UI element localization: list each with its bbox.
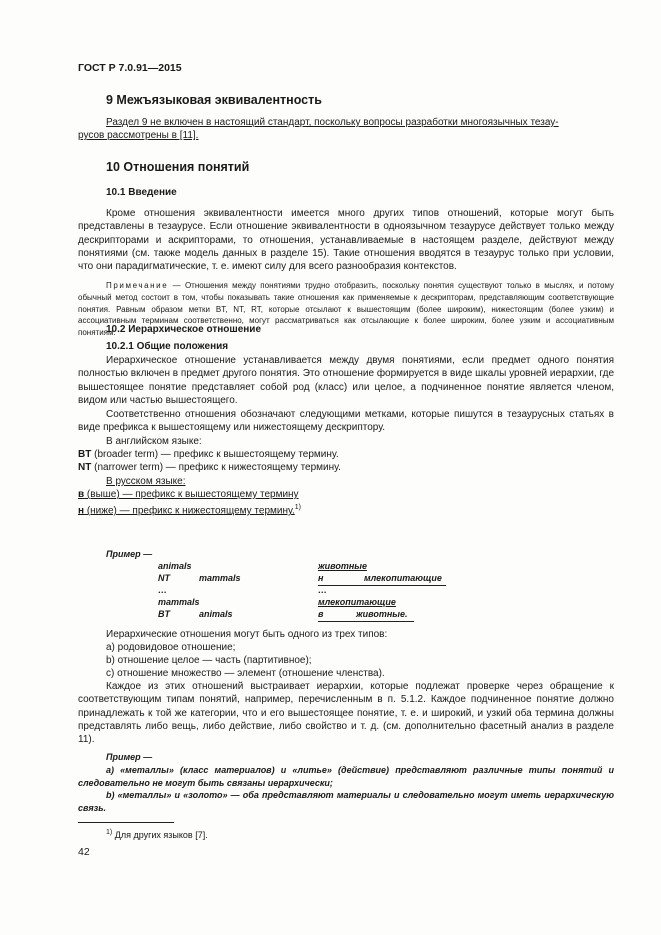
- hierarchy-paragraph-1: Иерархическое отношение устанавливается между двумя понятиями, если предмет одного понятия полностью включен в предмет другого понятия. Это отношение формируется в виде шкалы уровней иерархии, где вышестоящее понятие представляет собой род (класс) или целое, а подчиненное понятие является членом, видом или частью вышестоящего.: [78, 355, 614, 406]
- section-10-1-title: 10.1 Введение: [106, 187, 177, 198]
- example-label: Пример —: [106, 549, 153, 559]
- english-label: В английском языке:: [106, 436, 202, 447]
- type-a: a) родовидовое отношение;: [106, 642, 236, 653]
- document-header: ГОСТ Р 7.0.91—2015: [78, 62, 182, 74]
- nt-definition: NT (narrower term) — префикс к нижестоящему термину.: [78, 462, 341, 473]
- hierarchy-paragraph-2: Соответственно отношения обозначают следующими метками, которые пишутся в тезаурусных статьях в виде префикса к вышестоящему или нижестоящему дескриптору.: [78, 409, 614, 434]
- v-definition: в (выше) — префикс к вышестоящему термину: [78, 489, 299, 500]
- n-definition: н (ниже) — префикс к нижестоящему термину.$^{1)}$: [78, 504, 302, 517]
- footnote-divider: [78, 822, 174, 823]
- example-row-5-col-b: animals: [199, 609, 233, 619]
- example-row-1-col-c: животные: [318, 561, 367, 571]
- example-2-item-b: b) «металлы» и «золото» — оба представляют материалы и следовательно могут иметь иерархическую связь.: [78, 790, 614, 813]
- footnote-ref: 1): [294, 504, 302, 511]
- bt-code: BT: [78, 449, 92, 460]
- example-row-1-col-a: animals: [158, 561, 192, 571]
- section-9-text-line-1: Раздел 9 не включен в настоящий стандарт, поскольку вопросы разработки многоязычных тезау-: [106, 117, 559, 128]
- types-intro: Иерархические отношения могут быть одного из трех типов:: [106, 629, 388, 640]
- type-b: b) отношение целое — часть (партитивное);: [106, 655, 312, 666]
- section-9-title: 9 Межъязыковая эквивалентность: [106, 93, 322, 107]
- example-row-5-col-a: BT: [158, 609, 170, 619]
- n-code: н: [78, 505, 85, 517]
- footnote-mark: 1): [106, 829, 113, 836]
- example-row-5-col-c: в: [318, 609, 324, 619]
- bt-definition: BT (broader term) — префикс к вышестоящему термину.: [78, 449, 339, 460]
- example-row-3-col-a: …: [158, 585, 167, 595]
- section-10-2-1-title: 10.2.1 Общие положения: [106, 341, 229, 352]
- example-row-2-col-c: н: [318, 573, 324, 583]
- v-code: в: [78, 489, 85, 500]
- example-2-label: Пример —: [106, 752, 153, 762]
- example-2-item-a: a) «металлы» (класс материалов) и «литье» (действие) представляют различные типы понятий и следовательно не могут быть связаны иерархически;: [78, 765, 614, 788]
- russian-label: В русском языке:: [106, 476, 186, 487]
- footnote: $^{1)}$ Для других языков [7].: [106, 829, 208, 840]
- example-row-3-col-c: …: [318, 585, 327, 595]
- type-c: c) отношение множество — элемент (отношение членства).: [106, 668, 385, 679]
- example-row-4-col-a: mammals: [158, 597, 200, 607]
- example-row-5-col-d: животные.: [356, 609, 408, 619]
- section-10-2-title: 10.2 Иерархическое отношение: [106, 324, 262, 335]
- section-10-title: 10 Отношения понятий: [106, 160, 250, 174]
- hierarchy-paragraph-3: Каждое из этих отношений выстраивает иерархии, которые подлежат проверке через обращение к соответствующим типам понятий, например, перечисленным в п. 5.1.2. Каждое подчиненное понятие должно принадлежать к той же категории, что и его вышестоящее понятие, т. е. и широкий, и узкий оба термина должны представлять либо вещь, либо действие, либо свойство и т. д. (см. дополнительно фасетный анализ в разделе 11).: [78, 681, 614, 746]
- example-row-2-col-d: млекопитающие: [364, 573, 442, 583]
- note-text: — Отношения между понятиями трудно отобразить, поскольку понятия существуют только в мыслях, и потому обычный метод состоит в том, чтобы показывать такие отношения как применяемые к дескрипторам, представляющим соответствующие понятия. Равным образом метки BT, NT, RT, которые отсылают к вышестоящим (более широким), нижестоящим (более узким) и ассоциативным терминам соответственно, могут рассматриваться как отсылающие к более широким, более узким и ассоциативным понятиям.: [78, 281, 614, 338]
- intro-paragraph: Кроме отношения эквивалентности имеется много других типов отношений, которые могут быть представлены в тезаурусе. Если отношение эквивалентности в одноязычном тезаурусе действует только между дескрипторами и аскрипторами, то отношения, устанавливаемые в настоящем разделе, действуют между понятиями (см. также модель данных в разделе 15). Такие отношения вводятся в тезаурус только при условии, что они парадигматические, т. е. имеют силу для всего разнообразия контекстов.: [78, 208, 614, 273]
- note-label: Примечание: [106, 281, 169, 290]
- page-number: 42: [78, 846, 90, 858]
- nt-code: NT: [78, 462, 92, 473]
- example-row-4-col-c: млекопитающие: [318, 597, 396, 607]
- example-row-2-col-a: NT: [158, 573, 170, 583]
- section-9-text-line-2: русов рассмотрены в [11].: [78, 130, 199, 141]
- example-row-2-col-b: mammals: [199, 573, 241, 583]
